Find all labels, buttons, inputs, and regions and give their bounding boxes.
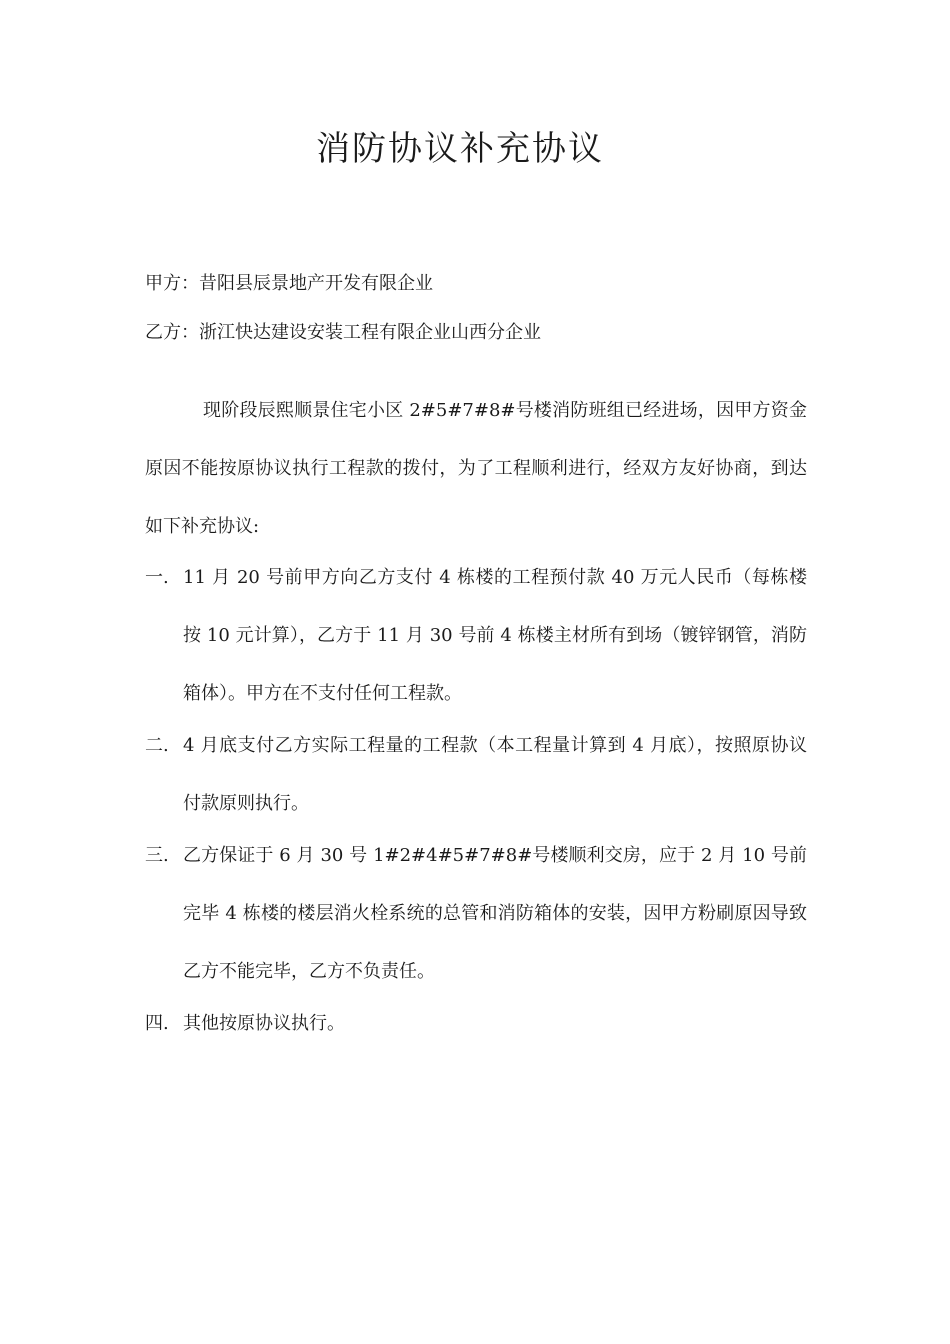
party-a-line: 甲方：昔阳县辰景地产开发有限企业 [145,273,433,294]
clause-number: 三. [145,845,169,866]
clause-item [145,549,807,723]
intro-paragraph: 现阶段辰熙顺景住宅小区 2#5#7#8#号楼消防班组已经进场，因甲方资金原因不能按原协议执行工程款的拨付，为了工程顺利进行，经双方友好协商，到达如下补充协议: [145,400,807,537]
clause-item [145,995,807,1053]
clause-number: 一. [145,567,169,588]
clause-text: 11 月 20 号前甲方向乙方支付 4 栋楼的工程预付款 40 万元人民币（每栋楼按 10 元计算），乙方于 11 月 30 号前 4 栋楼主材所有到场（镀锌钢管，消防箱体）。甲方在不支付任何工程款。 [183,567,807,704]
clause-text: 其他按原协议执行。 [183,1013,345,1034]
clause-text: 4 月底支付乙方实际工程量的工程款（本工程量计算到 4 月底），按照原协议付款原则执行。 [183,735,807,814]
clause-number: 四. [145,1013,169,1034]
clause-number: 二. [145,735,169,756]
clause-text: 乙方保证于 6 月 30 号 1#2#4#5#7#8#号楼顺利交房，应于 2 月 10 号前完毕 4 栋楼的楼层消火栓系统的总管和消防箱体的安装，因甲方粉刷原因导致乙方不能完毕，乙方不负责任。 [183,845,807,982]
party-b-line: 乙方：浙江快达建设安装工程有限企业山西分企业 [145,322,541,343]
clause-item [145,827,807,1001]
clause-item [145,717,807,833]
document-title: 消防协议补充协议 [316,129,604,169]
